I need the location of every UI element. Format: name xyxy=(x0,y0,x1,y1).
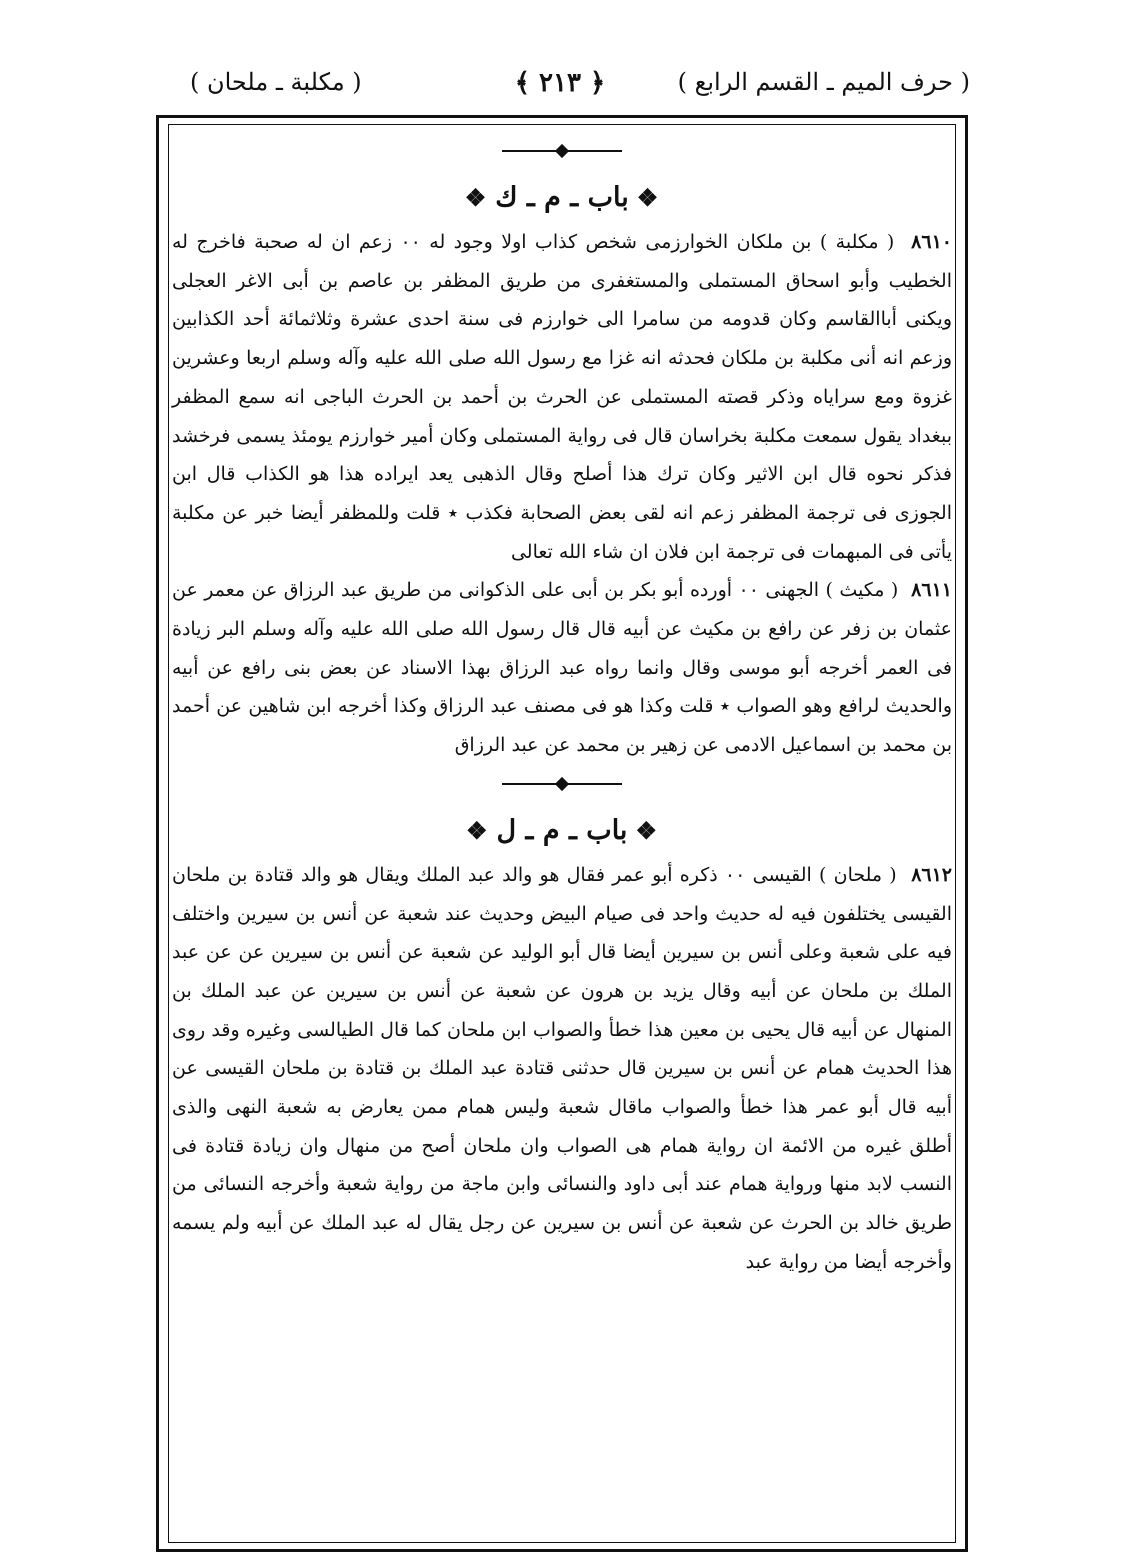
ornament-icon: ❖ xyxy=(464,183,488,212)
ornament-icon: ❖ xyxy=(466,815,489,845)
section-heading-text: باب ـ م ـ ل xyxy=(496,814,628,846)
entry-text: ( مكلبة ) بن ملكان الخوارزمى شخص كذاب اولا وجود له ٠٠ زعم ان له صحبة فاخرج له الخطيب وأبو اسحاق المستملى والمستغفرى من طريق المظفر بن عاصم بن أبى الاغر العجلى ويكنى أباالقاسم وكان قدومه من سامرا الى خوارزم فى سنة احدى عشرة وثلاثمائة أحد الكذابين وزعم انه أنى مكلبة بن ملكان فحدثه انه غزا مع رسول الله صلى الله عليه وآله وسلم اربعا وعشرين غزوة ومع سراياه وذكر قصته المستملى عن الحرث بن أحمد بن الحرث الباجى انه سمع المظفر ببغداد يقول سمعت مكلبة بخراسان قال فى رواية المستملى وكان أمير خوارزم يومئذ يسمى فرخشد فذكر نحوه قال ابن الاثير وكان ترك هذا أصلح وقال الذهبى يعد ايراده هذا هو الكذاب قال ابن الجوزى فى ترجمة المظفر زعم انه لقى بعض الصحابة فكذب ٭ قلت وللمظفر أيضا خبر عن مكلبة يأتى فى المبهمات فى ترجمة ابن فلان ان شاء الله تعالى xyxy=(172,231,952,563)
section-divider xyxy=(502,783,622,785)
section-heading-mk xyxy=(172,182,952,213)
divider-ornament-icon xyxy=(555,777,569,791)
header-entry-range: ( مكلبة ـ ملحان ) xyxy=(190,68,362,96)
header-chapter-title: ( حرف الميم ـ القسم الرابع ) xyxy=(677,68,970,96)
section-heading-text: باب ـ م ـ ك xyxy=(495,182,629,213)
entry-number: ٨٦١٢ xyxy=(911,863,953,886)
entry-number: ٨٦١٠ xyxy=(911,231,952,253)
divider-ornament-icon xyxy=(555,144,569,158)
page-body xyxy=(172,140,952,1540)
section-heading-ml xyxy=(172,815,952,846)
top-divider xyxy=(502,150,622,152)
ornament-icon: ❖ xyxy=(635,815,658,845)
ornament-icon: ❖ xyxy=(636,183,660,212)
entry-8610 xyxy=(172,223,952,571)
entry-8611 xyxy=(172,571,952,765)
entry-8612 xyxy=(172,856,952,1282)
entry-number: ٨٦١١ xyxy=(911,579,952,602)
page-header xyxy=(150,62,970,108)
entry-text: ( مكيث ) الجهنى ٠٠ أورده أبو بكر بن أبى على الذكوانى من طريق عبد الرزاق عن معمر عن عثمان بن زفر عن رافع بن مكيث عن أبيه قال قال رسول الله صلى الله عليه وآله وسلم البر زيادة فى العمر أخرجه أبو موسى وقال وانما رواه عبد الرزاق بهذا الاسناد عن بعض بنى رافع عن أبيه والحديث لرافع وهو الصواب ٭ قلت وكذا هو فى مصنف عبد الرزاق وكذا أخرجه ابن شاهين عن أحمد بن محمد بن اسماعيل الادمى عن زهير بن محمد عن عبد الرزاق xyxy=(172,579,952,757)
entry-text: ( ملحان ) القيسى ٠٠ ذكره أبو عمر فقال هو والد عبد الملك ويقال هو والد قتادة بن ملحان القيسى يختلفون فيه له حديث واحد فى صيام البيض وحديث عند شعبة عن أنس بن سيرين واختلف فيه على شعبة وعلى أنس بن سيرين أيضا قال أبو الوليد عن شعبة عن أنس بن سيرين عن عن عبد الملك بن ملحان عن أبيه وقال يزيد بن هرون عن شعبة عن أنس بن سيرين عن عبد الملك بن المنهال عن أبيه قال يحيى بن معين هذا خطأ والصواب ابن ملحان كما قال الطيالسى وغيره وقد روى هذا الحديث همام عن أنس بن سيرين قال حدثنى قتادة عبد الملك بن قتادة بن ملحان القيسى عن أبيه قال أبو عمر هذا خطأ والصواب ماقال شعبة وليس همام ممن يعارض به شعبة النهى والذى أطلق غيره من الائمة ان رواية همام هى الصواب وان ملحان أصح من منهال وان زيادة قتادة فى النسب لابد منها ورواية همام عند أبى داود والنسائى وابن ماجة من رواية شعبة وأخرجه النسائى من طريق خالد بن الحرث عن شعبة عن أنس بن سيرين عن رجل يقال له عبد الملك عن أبيه ولم يسمه وأخرجه أيضا من رواية عبد xyxy=(172,863,952,1273)
page-number: ﴿ ٢١٣ ﴾ xyxy=(514,68,606,98)
